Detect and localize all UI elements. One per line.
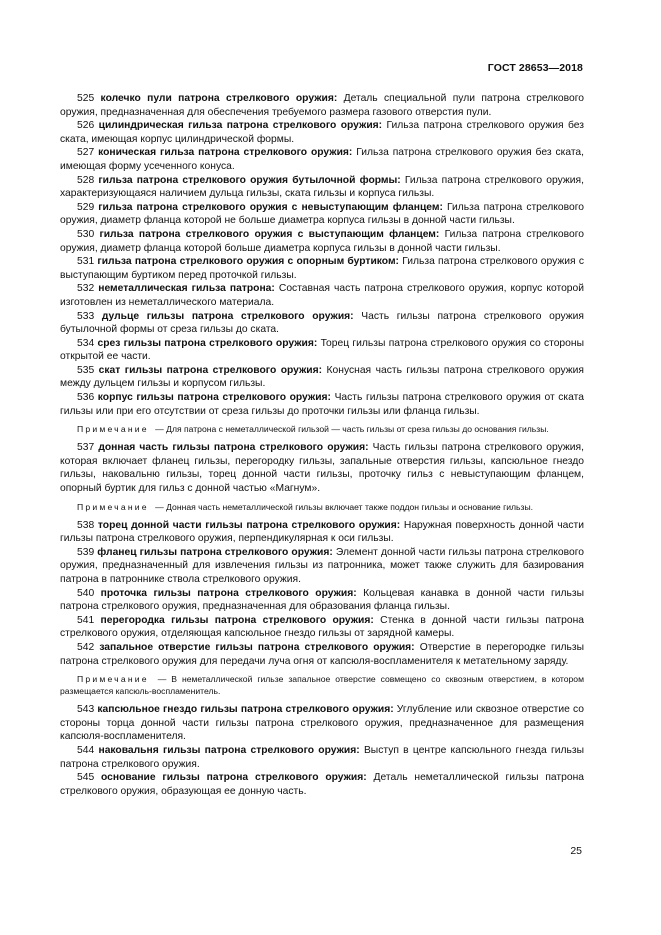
entry-529: [60, 201, 584, 228]
entry-number: 539: [77, 546, 95, 558]
definitions-body: [60, 92, 584, 798]
term: гильза патрона стрелкового оружия с выступающим фланцем:: [99, 228, 440, 240]
entry-537: [60, 441, 584, 495]
definition: Часть гильзы патрона стрелкового оружия бутылочной формы от среза гильзы до ската.: [60, 310, 584, 336]
definition: Стенка в донной части гильзы патрона стрелкового оружия, отделяющая капсюльное гнездо гильзы от зарядной камеры.: [60, 614, 584, 640]
note-3: [60, 673, 584, 697]
entry-543: [60, 703, 584, 744]
entry-531: [60, 255, 584, 282]
entry-number: 541: [77, 614, 95, 626]
entry-number: 528: [77, 174, 95, 186]
entry-526: [60, 119, 584, 146]
term: цилиндрическая гильза патрона стрелкового оружия:: [98, 120, 383, 132]
entry-number: 544: [77, 744, 95, 756]
entry-534: [60, 337, 584, 364]
term: скат гильзы патрона стрелкового оружия:: [98, 364, 323, 376]
definition: Углубление или сквозное отверстие со стороны торца донной части гильзы патрона стрелкового оружия, предназначенное для размещения капсюля-воспламенителя.: [60, 704, 584, 743]
term: капсюльное гнездо гильзы патрона стрелкового оружия:: [97, 704, 394, 716]
definition: Торец гильзы патрона стрелкового оружия со стороны открытой ее части.: [60, 337, 584, 363]
definition: Гильза патрона стрелкового оружия, диаметр фланца которой больше диаметра корпуса гильзы в донной части гильзы.: [60, 228, 584, 254]
entry-528: [60, 174, 584, 201]
term: срез гильзы патрона стрелкового оружия:: [97, 337, 318, 349]
term: основание гильзы патрона стрелкового оружия:: [101, 772, 367, 784]
note-dash: —: [152, 424, 167, 435]
definition: Часть гильзы патрона стрелкового оружия, которая включает фланец гильзы, перегородку гильзы, запальные отверстия гильзы, капсюльное гнездо гильзы, наковальню гильзы, торец донной части гильзы, проточку гильз с невыступающим фланцем, опорный буртик для гильз с донной частью «Магнум».: [60, 442, 584, 495]
note-2: [60, 501, 584, 513]
entry-number: 527: [77, 147, 95, 159]
entry-number: 534: [77, 337, 95, 349]
term: донная часть гильзы патрона стрелкового оружия:: [98, 442, 369, 454]
definition: Гильза патрона стрелкового оружия, диаметр фланца которой не больше диаметра корпуса гильзы в донной части гильзы.: [60, 201, 584, 227]
definition: Отверстие в перегородке гильзы патрона стрелкового оружия для передачи луча огня от капсюля-воспламенителя к метательному заряду.: [60, 641, 584, 667]
definition: Деталь специальной пули патрона стрелкового оружия, предназначенная для обеспечения требуемого размера газового отверстия пули.: [60, 93, 584, 118]
entry-545: [60, 771, 584, 798]
note-text: В неметаллической гильзе запальное отверстие совмещено со сквозным отверстием, в котором размещается капсюль-воспламенитель.: [60, 674, 584, 697]
term: корпус гильзы патрона стрелкового оружия:: [97, 392, 331, 404]
entry-number: 525: [77, 93, 95, 104]
entry-530: [60, 228, 584, 255]
note-dash: —: [152, 501, 167, 512]
term: гильза патрона стрелкового оружия с невыступающим фланцем:: [98, 201, 443, 213]
entry-544: [60, 744, 584, 771]
entry-number: 533: [77, 310, 95, 322]
term: коническая гильза патрона стрелкового оружия:: [98, 147, 353, 159]
definition: Выступ в центре капсюльного гнезда гильзы патрона стрелкового оружия.: [60, 744, 584, 770]
entry-535: [60, 364, 584, 391]
term: неметаллическая гильза патрона:: [98, 283, 275, 295]
term: проточка гильзы патрона стрелкового оружия:: [100, 587, 357, 599]
definition: Деталь неметаллической гильзы патрона стрелкового оружия, образующая ее донную часть.: [60, 772, 584, 797]
entry-539: [60, 546, 584, 587]
entry-number: 535: [77, 364, 95, 376]
entry-number: 530: [77, 228, 95, 240]
entry-542: [60, 641, 584, 668]
entry-number: 532: [77, 283, 95, 295]
note-text: Для патрона с неметаллической гильзой — часть гильзы от среза гильзы до основания гильзы.: [166, 424, 549, 435]
definition: Часть гильзы патрона стрелкового оружия от ската гильзы или при его отсутствии от среза гильзы до проточки гильзы или фланца гильзы.: [60, 392, 584, 417]
entry-527: [60, 146, 584, 173]
entry-number: 536: [77, 392, 95, 404]
entry-536: [60, 391, 584, 418]
entry-number: 545: [77, 772, 95, 784]
definition: Кольцевая канавка в донной части гильзы патрона стрелкового оружия, предназначенная для образования фланца гильзы.: [60, 587, 584, 613]
term: гильза патрона стрелкового оружия с опорным буртиком:: [97, 256, 399, 268]
entry-540: [60, 587, 584, 614]
entry-532: [60, 282, 584, 309]
note-text: Донная часть неметаллической гильзы включает также поддон гильзы и основание гильзы.: [166, 501, 534, 512]
definition: Гильза патрона стрелкового оружия с выступающим буртиком перед проточкой гильзы.: [60, 256, 584, 281]
document-id: ГОСТ 28653—2018: [487, 62, 583, 74]
entry-525: [60, 92, 584, 119]
entry-538: [60, 519, 584, 546]
note-label: Примечание: [77, 501, 149, 512]
term: перегородка гильзы патрона стрелкового оружия:: [100, 614, 374, 626]
page-number: 25: [570, 845, 582, 857]
term: фланец гильзы патрона стрелкового оружия:: [97, 546, 333, 558]
entry-number: 542: [77, 641, 95, 653]
term: запальное отверстие гильзы патрона стрелкового оружия:: [99, 641, 415, 653]
entry-533: [60, 310, 584, 337]
entry-541: [60, 614, 584, 641]
note-dash: —: [152, 674, 172, 685]
term: торец донной части гильзы патрона стрелкового оружия:: [97, 519, 401, 531]
note-1: [60, 423, 584, 435]
term: дульце гильзы патрона стрелкового оружия:: [101, 310, 354, 322]
definition: Составная часть патрона стрелкового оружия, корпус которой изготовлен из неметаллического материала.: [60, 283, 585, 308]
entry-number: 540: [77, 587, 95, 599]
term: гильза патрона стрелкового оружия бутылочной формы:: [98, 174, 401, 186]
entry-number: 537: [77, 442, 95, 454]
entry-number: 526: [77, 120, 95, 132]
entry-number: 529: [77, 201, 95, 213]
definition: Конусная часть гильзы патрона стрелкового оружия между дульцем гильзы и корпусом гильзы.: [60, 364, 584, 390]
term: колечко пули патрона стрелкового оружия:: [100, 93, 338, 104]
definition: Гильза патрона стрелкового оружия, характеризующаяся наличием дульца гильзы, ската гильзы и корпуса гильзы.: [60, 174, 584, 200]
note-label: Примечание: [77, 674, 149, 685]
definition: Гильза патрона стрелкового оружия без ската, имеющая корпус цилиндрической формы.: [60, 120, 584, 145]
note-label: Примечание: [77, 424, 149, 435]
definition: Наружная поверхность донной части гильзы патрона стрелкового оружия, перпендикулярная к оси гильзы.: [60, 519, 584, 545]
definition: Гильза патрона стрелкового оружия без ската, имеющая форму усеченного конуса.: [60, 147, 585, 172]
definition: Элемент донной части гильзы патрона стрелкового оружия, предназначенный для извлечения гильзы из патронника, может также служить для базирования патрона в патроннике ствола стрелкового оружия.: [60, 546, 584, 585]
entry-number: 531: [77, 256, 95, 268]
entry-number: 543: [77, 704, 95, 716]
term: наковальня гильзы патрона стрелкового оружия:: [98, 744, 360, 756]
entry-number: 538: [77, 519, 95, 531]
